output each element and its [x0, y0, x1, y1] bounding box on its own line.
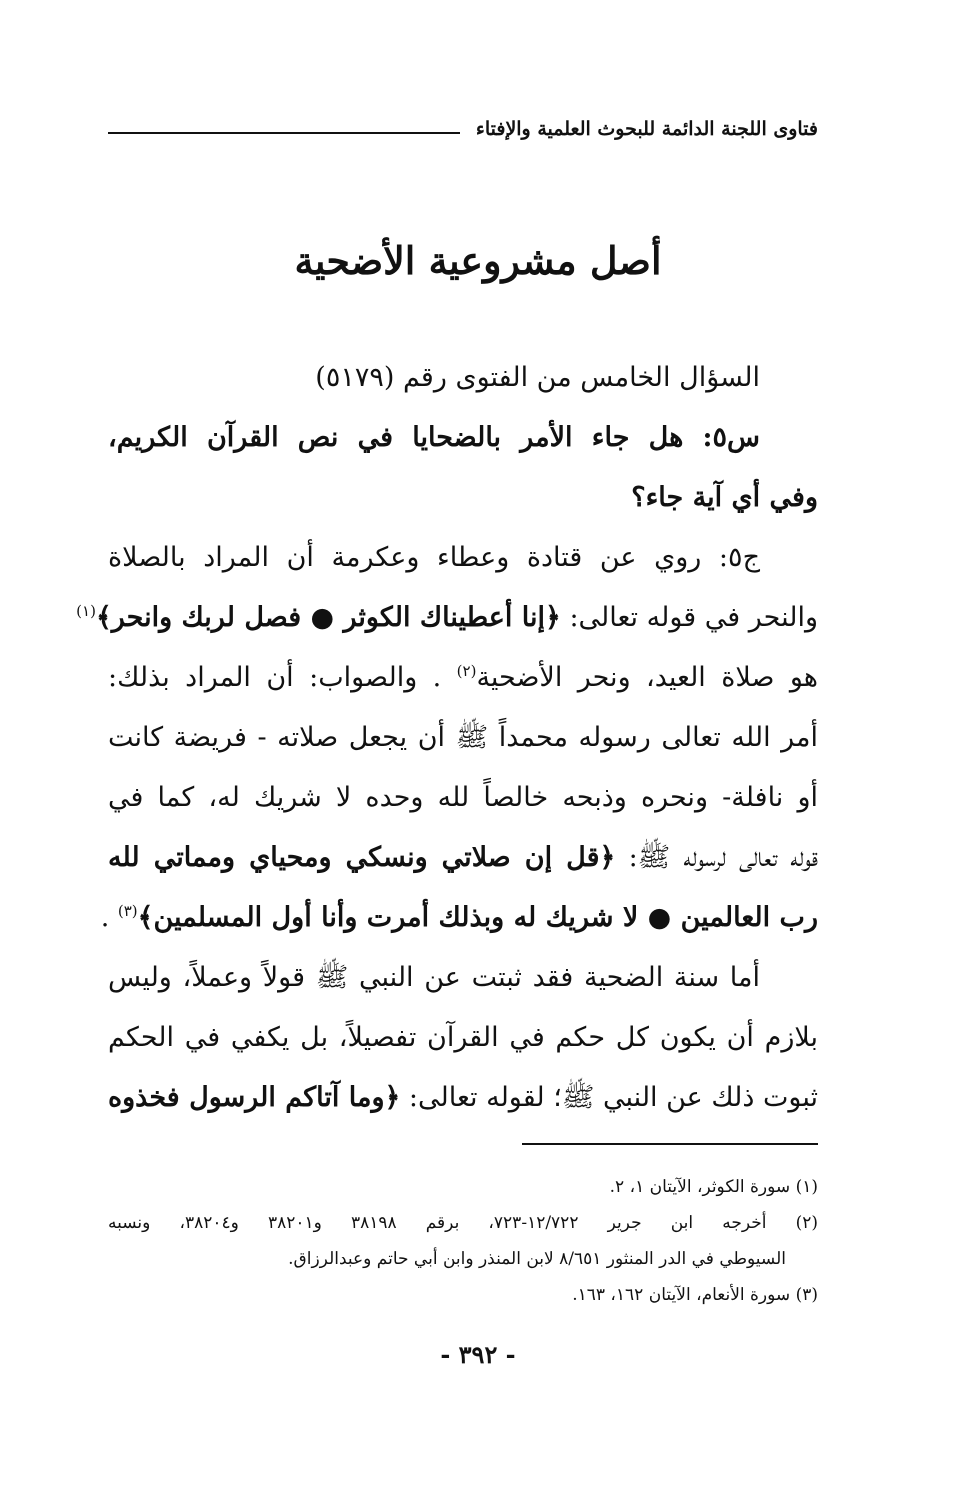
- question-line-2: وفي أي آية جاء؟: [631, 482, 818, 513]
- footnote-1: (١) سورة الكوثر، الآيتان ١، ٢.: [609, 1177, 818, 1197]
- answer-line-3: [108, 655, 818, 715]
- running-header: [108, 118, 818, 148]
- answer-line-2: [76, 595, 818, 655]
- header-rule: [108, 132, 460, 134]
- answer-line-7: [100, 895, 818, 955]
- quran-quote: ﴿قل إن صلاتي ونسكي ومحياي ومماتي لله: [108, 842, 616, 873]
- footnote-marker-2[interactable]: (٢): [456, 662, 477, 680]
- answer-line-1: ج٥: روي عن قتادة وعطاء وعكرمة أن المراد بالصلاة: [108, 542, 760, 573]
- answer-text: قوله تعالى لرسوله ﷺ:: [615, 842, 818, 873]
- quran-quote: ﴿وما آتاكم الرسول فخذوه: [108, 1082, 401, 1113]
- answer-text: . والصواب: أن المراد بذلك:: [108, 662, 457, 693]
- fatwa-body: [76, 355, 819, 1135]
- quran-quote: ﴿إنا أعطيناك الكوثر ● فصل لربك وانحر﴾: [95, 602, 561, 633]
- footnote-3: (٣) سورة الأنعام، الآيتان ١٦٢، ١٦٣.: [572, 1285, 818, 1305]
- footnote-2-line-2: السيوطي في الدر المنثور ٨/٦٥١ لابن المنذر وابن أبي حاتم وعبدالرزاق.: [288, 1249, 786, 1269]
- running-title: فتاوى اللجنة الدائمة للبحوث العلمية والإفتاء: [475, 118, 818, 140]
- page-number: - ٣٩٢ -: [440, 1340, 516, 1369]
- footnote-marker-3[interactable]: (٣): [117, 902, 138, 920]
- answer-text: ثبوت ذلك عن النبي ﷺ؛ لقوله تعالى:: [400, 1082, 818, 1113]
- answer-line-9: بلازم أن يكون كل حكم في القرآن تفصيلاً، بل يكفي في الحكم: [108, 1022, 818, 1053]
- footnotes: [108, 1172, 818, 1316]
- answer-line-5: أو نافلة- ونحره وذبحه خالصاً لله وحده لا شريك له، كما في: [108, 782, 818, 813]
- footnote-2-line-1: (٢) أخرجه ابن جرير ١٢/٧٢٢-٧٢٣، برقم ٣٨١٩٨ و٣٨٢٠١ و٣٨٢٠٤، ونسبه: [108, 1213, 818, 1233]
- quran-quote: رب العالمين ● لا شريك له وبذلك أمرت وأنا أول المسلمين﴾: [137, 902, 818, 933]
- page-title: أصل مشروعية الأضحية: [294, 238, 662, 283]
- answer-line-4: أمر الله تعالى رسوله محمداً ﷺ أن يجعل صلاته - فريضة كانت: [108, 722, 818, 753]
- answer-line-6: [108, 835, 818, 895]
- footnote-separator: [522, 1143, 818, 1145]
- answer-line-8: أما سنة الضحية فقد ثبتت عن النبي ﷺ قولاً وعملاً، وليس: [108, 962, 760, 993]
- answer-text: هو صلاة العيد، ونحر الأضحية: [476, 662, 819, 693]
- answer-text: والنحر في قوله تعالى:: [560, 602, 818, 633]
- question-reference: السؤال الخامس من الفتوى رقم (٥١٧٩): [315, 362, 760, 393]
- question-line-1: س٥: هل جاء الأمر بالضحايا في نص القرآن الكريم،: [108, 422, 760, 453]
- answer-text: .: [100, 902, 118, 933]
- answer-line-10: [108, 1075, 818, 1135]
- footnote-marker-1[interactable]: (١): [76, 602, 96, 620]
